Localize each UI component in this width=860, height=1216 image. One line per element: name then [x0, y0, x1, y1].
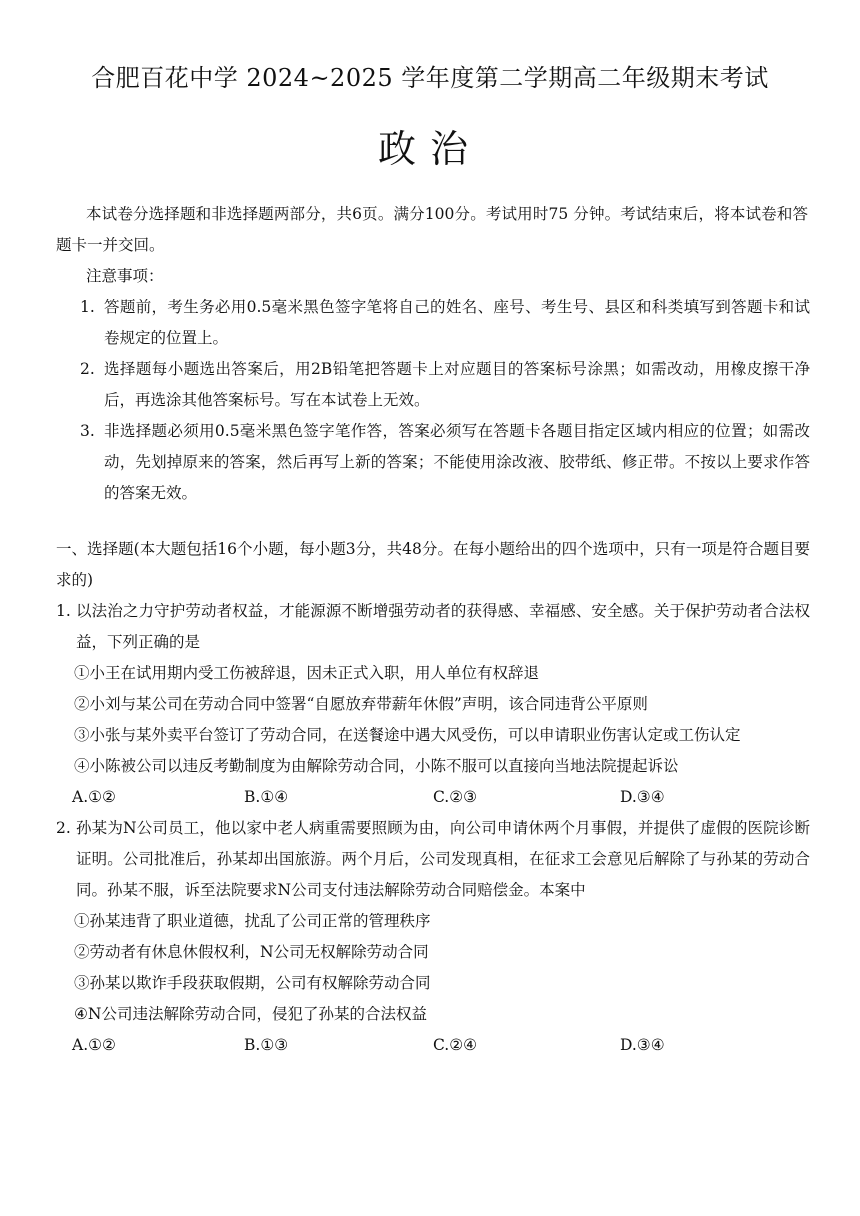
statement-item: ④小陈被公司以违反考勤制度为由解除劳动合同，小陈不服可以直接向当地法院提起诉讼 — [74, 757, 679, 775]
statement-item: ②小刘与某公司在劳动合同中签署“自愿放弃带薪年休假”声明，该合同违背公平原则 — [74, 695, 648, 713]
notice-list — [80, 292, 810, 509]
option-c[interactable]: C.②④ — [433, 1036, 478, 1054]
answer-options — [56, 1030, 810, 1061]
intro-paragraph: 本试卷分选择题和非选择题两部分，共6页。满分100分。考试用时75 分钟。考试结束后，将本试卷和答题卡一并交回。 — [56, 205, 808, 254]
question-1 — [56, 596, 810, 813]
question-number: 1. — [56, 602, 71, 620]
statement-item: ①孙某违背了职业道德，扰乱了公司正常的管理秩序 — [74, 912, 431, 930]
notice-item — [80, 292, 810, 354]
notice-item-number: 3. — [80, 422, 95, 440]
statement-item: ②劳动者有休息休假权利，N公司无权解除劳动合同 — [74, 943, 429, 961]
subject-title: 政治 — [377, 127, 482, 171]
notice-item-text: 答题前，考生务必用0.5毫米黑色签字笔将自己的姓名、座号、考生号、县区和科类填写到答题卡和试卷规定的位置上。 — [104, 298, 810, 347]
exam-title: 合肥百花中学 2024~2025 学年度第二学期高二年级期末考试 — [91, 64, 769, 92]
statement-item: ③孙某以欺诈手段获取假期，公司有权解除劳动合同 — [74, 974, 431, 992]
answer-options — [56, 782, 810, 813]
option-b[interactable]: B.①④ — [244, 788, 289, 806]
notice-item — [80, 354, 810, 416]
statement-item: ①小王在试用期内受工伤被辞退，因未正式入职，用人单位有权辞退 — [74, 664, 540, 682]
question-number: 2. — [56, 819, 71, 837]
question-stem — [56, 596, 810, 658]
notice-item-text: 选择题每小题选出答案后，用2B铅笔把答题卡上对应题目的答案标号涂黑；如需改动，用橡皮擦干净后，再选涂其他答案标号。写在本试卷上无效。 — [104, 360, 810, 409]
question-stem-text: 孙某为N公司员工，他以家中老人病重需要照顾为由，向公司申请休两个月事假，并提供了虚假的医院诊断证明。公司批准后，孙某却出国旅游。两个月后，公司发现真相，在征求工会意见后解除了与孙某的劳动合同。孙某不服，诉至法院要求N公司支付违法解除劳动合同赔偿金。本案中 — [76, 819, 810, 899]
notice-item-number: 1. — [80, 298, 95, 316]
question-stem — [56, 813, 810, 906]
question-2 — [56, 813, 810, 1061]
section-heading: 一、选择题(本大题包括16个小题，每小题3分，共48分。在每小题给出的四个选项中，只有一项是符合题目要求的) — [56, 540, 810, 589]
option-b[interactable]: B.①③ — [244, 1036, 289, 1054]
notice-item-number: 2. — [80, 360, 95, 378]
statement-item: ③小张与某外卖平台签订了劳动合同，在送餐途中遇大风受伤，可以申请职业伤害认定或工伤认定 — [74, 726, 741, 744]
statement-item: ④N公司违法解除劳动合同，侵犯了孙某的合法权益 — [74, 1005, 427, 1023]
option-a[interactable]: A.①② — [72, 1036, 116, 1054]
notice-heading: 注意事项： — [86, 267, 164, 285]
option-a[interactable]: A.①② — [72, 788, 116, 806]
question-stem-text: 以法治之力守护劳动者权益，才能源源不断增强劳动者的获得感、幸福感、安全感。关于保护劳动者合法权益，下列正确的是 — [76, 602, 810, 651]
option-d[interactable]: D.③④ — [620, 1036, 665, 1054]
notice-item — [80, 416, 810, 509]
option-d[interactable]: D.③④ — [620, 788, 665, 806]
option-c[interactable]: C.②③ — [433, 788, 478, 806]
notice-item-text: 非选择题必须用0.5毫米黑色签字笔作答，答案必须写在答题卡各题目指定区域内相应的位置；如需改动，先划掉原来的答案，然后再写上新的答案；不能使用涂改液、胶带纸、修正带。不按以上要求作答的答案无效。 — [104, 422, 810, 502]
